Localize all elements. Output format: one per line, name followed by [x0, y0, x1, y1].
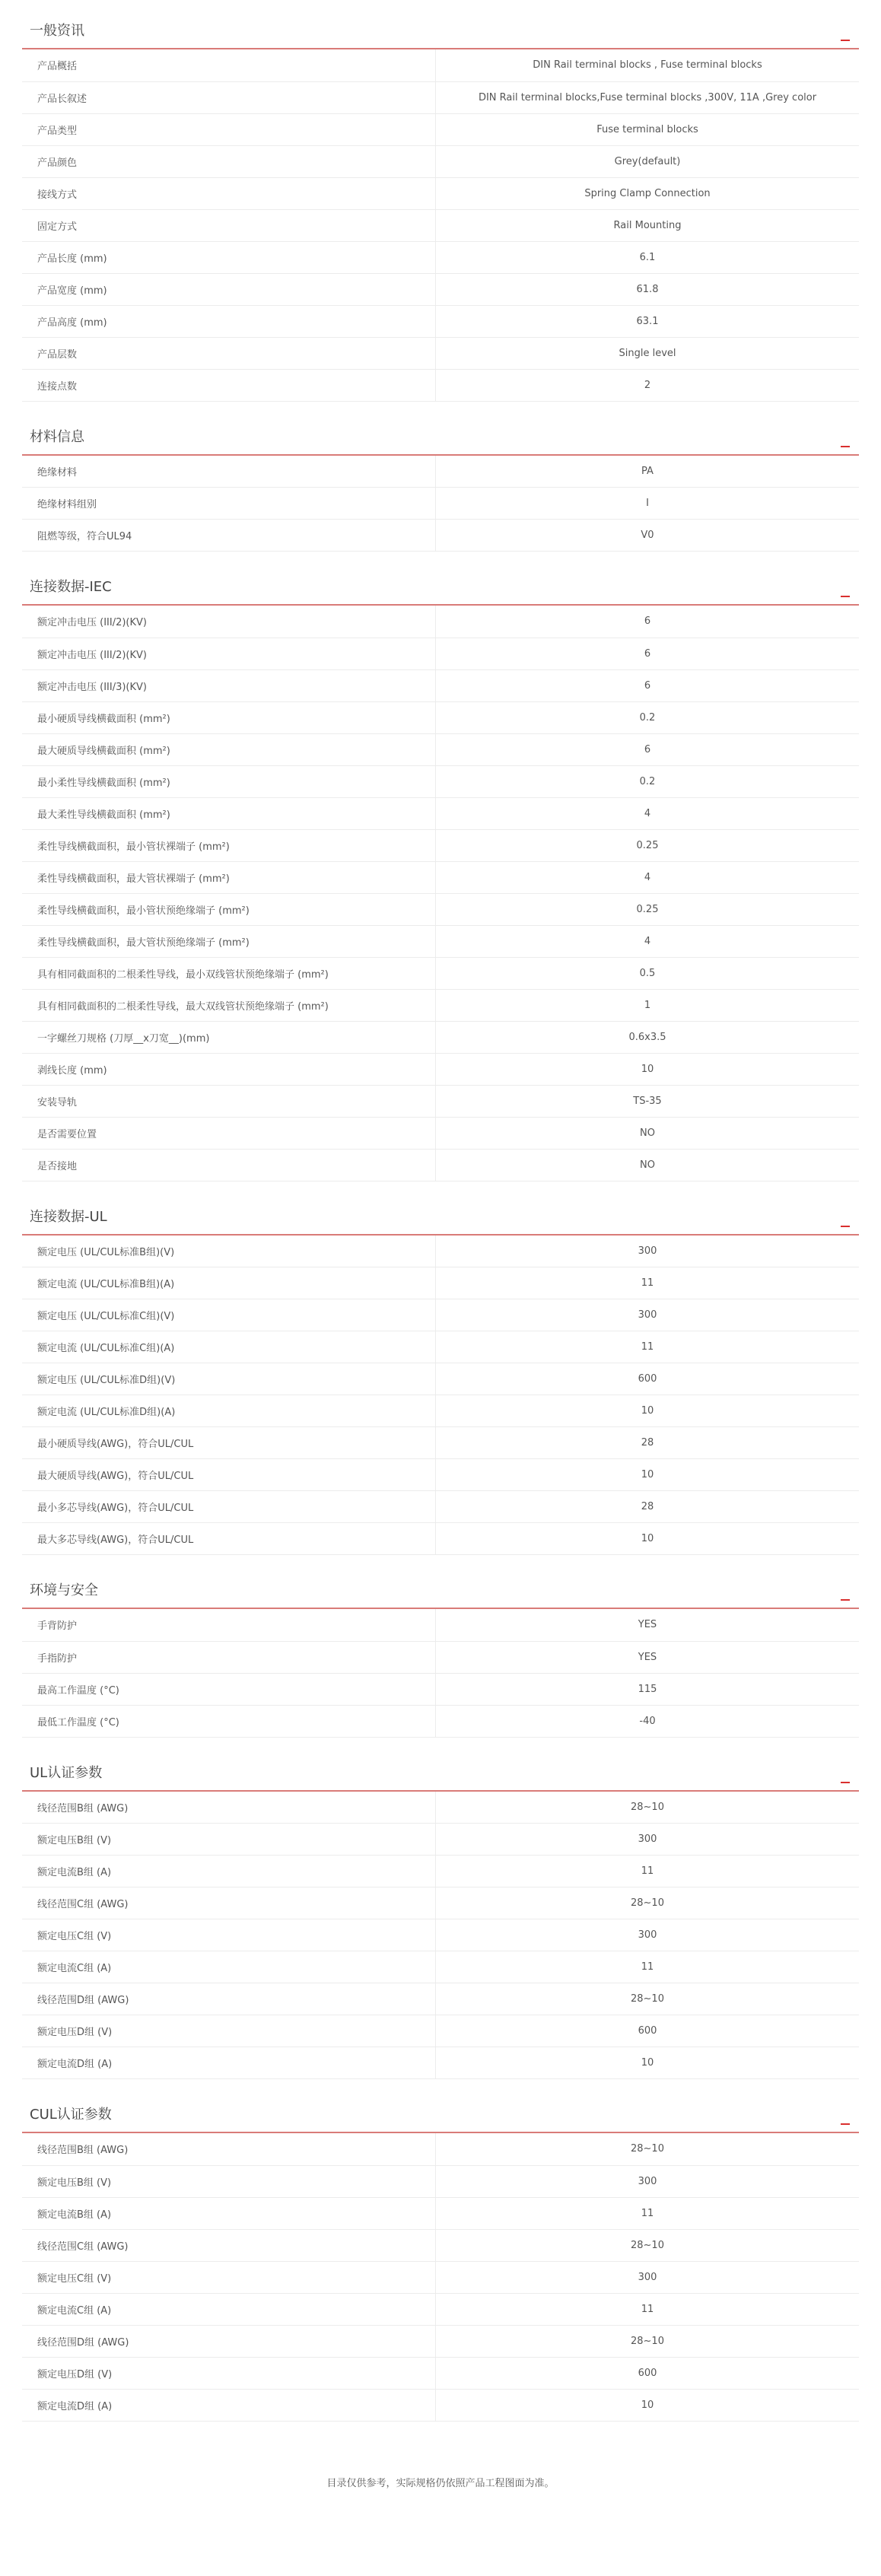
spec-label: 产品颜色: [22, 145, 436, 177]
spec-label: 额定电压D组 (V): [22, 2357, 436, 2389]
spec-label: 柔性导线横截面积，最小管状预绝缘端子 (mm²): [22, 893, 436, 925]
table-row: [22, 209, 859, 241]
spec-label: 线径范围D组 (AWG): [22, 2325, 436, 2357]
spec-value: Fuse terminal blocks: [436, 113, 860, 145]
spec-value: 300: [436, 1919, 860, 1951]
spec-value: YES: [436, 1609, 860, 1641]
table-row: [22, 1705, 859, 1737]
spec-label: 额定电流B组 (A): [22, 1856, 436, 1887]
section-title: UL认证参数: [30, 1764, 103, 1781]
spec-value: Rail Mounting: [436, 209, 860, 241]
table-row: [22, 520, 859, 552]
spec-value: 28: [436, 1491, 860, 1523]
spec-value: 10: [436, 1459, 860, 1491]
spec-value: 10: [436, 1053, 860, 1085]
spec-value: Single level: [436, 337, 860, 369]
spec-table: [22, 49, 859, 402]
spec-value: YES: [436, 1641, 860, 1673]
spec-value: 11: [436, 1267, 860, 1299]
minus-icon[interactable]: [841, 446, 850, 447]
spec-label: 线径范围D组 (AWG): [22, 1983, 436, 2015]
table-row: [22, 1983, 859, 2015]
table-row: [22, 1824, 859, 1856]
spec-value: 4: [436, 861, 860, 893]
spec-value: 28~10: [436, 1983, 860, 2015]
spec-value: 0.25: [436, 893, 860, 925]
table-row: [22, 1459, 859, 1491]
spec-label: 具有相同截面积的二根柔性导线，最小双线管状预绝缘端子 (mm²): [22, 957, 436, 989]
spec-label: 手指防护: [22, 1641, 436, 1673]
table-row: [22, 1427, 859, 1459]
spec-section: [22, 1203, 859, 1556]
table-row: [22, 1053, 859, 1085]
spec-value: 10: [436, 2389, 860, 2421]
spec-label: 绝缘材料组别: [22, 488, 436, 520]
table-row: [22, 861, 859, 893]
spec-label: 柔性导线横截面积，最小管状裸端子 (mm²): [22, 829, 436, 861]
spec-label: 阻燃等级，符合UL94: [22, 520, 436, 552]
spec-label: 最小硬质导线(AWG)，符合UL/CUL: [22, 1427, 436, 1459]
spec-table: [22, 1236, 859, 1556]
spec-label: 额定电流 (UL/CUL标准B组)(A): [22, 1267, 436, 1299]
spec-label: 线径范围C组 (AWG): [22, 1887, 436, 1919]
spec-section: [22, 17, 859, 402]
spec-label: 是否需要位置: [22, 1117, 436, 1149]
spec-label: 最大硬质导线横截面积 (mm²): [22, 733, 436, 765]
table-row: [22, 2325, 859, 2357]
spec-value: I: [436, 488, 860, 520]
spec-label: 柔性导线横截面积，最大管状裸端子 (mm²): [22, 861, 436, 893]
spec-label: 产品高度 (mm): [22, 305, 436, 337]
spec-label: 额定电流B组 (A): [22, 2197, 436, 2229]
spec-label: 产品类型: [22, 113, 436, 145]
table-row: [22, 638, 859, 669]
spec-sections: [0, 17, 881, 2422]
spec-label: 额定电流C组 (A): [22, 1951, 436, 1983]
spec-value: 63.1: [436, 305, 860, 337]
spec-label: 剥线长度 (mm): [22, 1053, 436, 1085]
spec-value: NO: [436, 1149, 860, 1181]
spec-section: [22, 573, 859, 1181]
spec-value: 600: [436, 2015, 860, 2047]
spec-value: 10: [436, 2047, 860, 2079]
spec-value: TS-35: [436, 1085, 860, 1117]
spec-value: 4: [436, 797, 860, 829]
spec-label: 额定电压B组 (V): [22, 2165, 436, 2197]
spec-value: 28~10: [436, 2325, 860, 2357]
spec-label: 手背防护: [22, 1609, 436, 1641]
spec-label: 最低工作温度 (°C): [22, 1705, 436, 1737]
table-row: [22, 2293, 859, 2325]
table-row: [22, 925, 859, 957]
spec-label: 安装导轨: [22, 1085, 436, 1117]
spec-value: 600: [436, 1363, 860, 1395]
table-row: [22, 305, 859, 337]
spec-label: 产品宽度 (mm): [22, 273, 436, 305]
table-row: [22, 81, 859, 113]
footer-note: 目录仅供参考，实际规格仍依照产品工程图面为准。: [326, 2477, 555, 2489]
spec-label: 绝缘材料: [22, 456, 436, 488]
minus-icon[interactable]: [841, 1226, 850, 1227]
minus-icon[interactable]: [841, 596, 850, 597]
spec-value: Spring Clamp Connection: [436, 177, 860, 209]
spec-label: 线径范围B组 (AWG): [22, 1792, 436, 1824]
spec-table: [22, 456, 859, 552]
spec-value: 28~10: [436, 1792, 860, 1824]
table-row: [22, 2229, 859, 2261]
table-row: [22, 1792, 859, 1824]
spec-label: 额定电压 (UL/CUL标准D组)(V): [22, 1363, 436, 1395]
spec-label: 最大柔性导线横截面积 (mm²): [22, 797, 436, 829]
table-row: [22, 1331, 859, 1363]
spec-page: [0, 17, 881, 2489]
spec-value: 61.8: [436, 273, 860, 305]
spec-value: 6.1: [436, 241, 860, 273]
table-row: [22, 733, 859, 765]
spec-label: 最小硬质导线横截面积 (mm²): [22, 701, 436, 733]
spec-label: 额定电压C组 (V): [22, 1919, 436, 1951]
spec-value: 300: [436, 2261, 860, 2293]
table-row: [22, 797, 859, 829]
table-row: [22, 1609, 859, 1641]
table-row: [22, 957, 859, 989]
spec-value: 6: [436, 733, 860, 765]
spec-label: 是否接地: [22, 1149, 436, 1181]
spec-label: 产品概括: [22, 49, 436, 81]
section-header[interactable]: [22, 423, 859, 456]
spec-table: [22, 1609, 859, 1738]
spec-value: 6: [436, 606, 860, 638]
spec-table: [22, 606, 859, 1181]
spec-label: 接线方式: [22, 177, 436, 209]
spec-label: 额定电压D组 (V): [22, 2015, 436, 2047]
section-title: 一般资讯: [30, 23, 84, 39]
section-title: 连接数据-UL: [30, 1208, 107, 1225]
spec-label: 额定电压B组 (V): [22, 1824, 436, 1856]
spec-label: 线径范围C组 (AWG): [22, 2229, 436, 2261]
table-row: [22, 113, 859, 145]
spec-value: 600: [436, 2357, 860, 2389]
table-row: [22, 701, 859, 733]
spec-value: 0.25: [436, 829, 860, 861]
table-row: [22, 1887, 859, 1919]
spec-label: 具有相同截面积的二根柔性导线，最大双线管状预绝缘端子 (mm²): [22, 989, 436, 1021]
spec-section: [22, 1759, 859, 2080]
section-header[interactable]: [22, 17, 859, 49]
spec-value: 11: [436, 2197, 860, 2229]
table-row: [22, 1267, 859, 1299]
spec-value: DIN Rail terminal blocks , Fuse terminal blocks: [436, 49, 860, 81]
spec-label: 额定电压 (UL/CUL标准B组)(V): [22, 1236, 436, 1267]
spec-table: [22, 1792, 859, 2080]
spec-value: 11: [436, 2293, 860, 2325]
spec-value: 28~10: [436, 2229, 860, 2261]
spec-label: 额定冲击电压 (III/2)(KV): [22, 638, 436, 669]
spec-label: 额定电流D组 (A): [22, 2047, 436, 2079]
spec-label: 最大多芯导线(AWG)，符合UL/CUL: [22, 1523, 436, 1555]
spec-value: 300: [436, 1236, 860, 1267]
table-row: [22, 1641, 859, 1673]
spec-value: 0.6x3.5: [436, 1021, 860, 1053]
minus-icon[interactable]: [841, 1599, 850, 1601]
table-row: [22, 1395, 859, 1427]
table-row: [22, 488, 859, 520]
table-row: [22, 2133, 859, 2165]
table-row: [22, 1149, 859, 1181]
table-row: [22, 1117, 859, 1149]
table-row: [22, 177, 859, 209]
spec-value: 11: [436, 1331, 860, 1363]
table-row: [22, 669, 859, 701]
minus-icon[interactable]: [841, 40, 850, 41]
spec-section: [22, 423, 859, 552]
spec-value: 6: [436, 638, 860, 669]
table-row: [22, 1363, 859, 1395]
spec-label: 线径范围B组 (AWG): [22, 2133, 436, 2165]
spec-label: 最小柔性导线横截面积 (mm²): [22, 765, 436, 797]
section-header[interactable]: [22, 1576, 859, 1609]
spec-section: [22, 1576, 859, 1738]
spec-label: 额定电压C组 (V): [22, 2261, 436, 2293]
section-header[interactable]: [22, 573, 859, 606]
spec-value: 115: [436, 1673, 860, 1705]
minus-icon[interactable]: [841, 2123, 850, 2125]
spec-value: 11: [436, 1951, 860, 1983]
table-row: [22, 1299, 859, 1331]
table-row: [22, 337, 859, 369]
spec-value: 10: [436, 1523, 860, 1555]
spec-value: 28~10: [436, 1887, 860, 1919]
spec-label: 柔性导线横截面积，最大管状预绝缘端子 (mm²): [22, 925, 436, 957]
spec-label: 额定电压 (UL/CUL标准C组)(V): [22, 1299, 436, 1331]
spec-value: DIN Rail terminal blocks,Fuse terminal blocks ,300V, 11A ,Grey color: [436, 81, 860, 113]
spec-value: 1: [436, 989, 860, 1021]
spec-label: 最小多芯导线(AWG)，符合UL/CUL: [22, 1491, 436, 1523]
section-header[interactable]: [22, 1203, 859, 1236]
table-row: [22, 2357, 859, 2389]
spec-value: 6: [436, 669, 860, 701]
table-row: [22, 2261, 859, 2293]
section-title: 连接数据-IEC: [30, 579, 112, 595]
section-title: CUL认证参数: [30, 2107, 112, 2123]
spec-label: 产品长叙述: [22, 81, 436, 113]
section-header[interactable]: [22, 1759, 859, 1792]
section-title: 环境与安全: [30, 1582, 98, 1598]
spec-label: 固定方式: [22, 209, 436, 241]
table-row: [22, 145, 859, 177]
spec-value: NO: [436, 1117, 860, 1149]
spec-value: 300: [436, 1299, 860, 1331]
table-row: [22, 2165, 859, 2197]
table-row: [22, 1021, 859, 1053]
table-row: [22, 2015, 859, 2047]
table-row: [22, 369, 859, 401]
spec-value: 0.2: [436, 701, 860, 733]
spec-value: 0.5: [436, 957, 860, 989]
spec-label: 一字螺丝刀规格 (刀厚__x刀宽__)(mm): [22, 1021, 436, 1053]
spec-label: 连接点数: [22, 369, 436, 401]
spec-value: 0.2: [436, 765, 860, 797]
spec-value: 2: [436, 369, 860, 401]
spec-label: 产品长度 (mm): [22, 241, 436, 273]
spec-value: Grey(default): [436, 145, 860, 177]
spec-value: V0: [436, 520, 860, 552]
section-title: 材料信息: [30, 428, 84, 445]
spec-value: 28: [436, 1427, 860, 1459]
spec-value: 28~10: [436, 2133, 860, 2165]
spec-section: [22, 2101, 859, 2422]
spec-label: 额定冲击电压 (III/2)(KV): [22, 606, 436, 638]
table-row: [22, 1856, 859, 1887]
spec-label: 额定冲击电压 (III/3)(KV): [22, 669, 436, 701]
table-row: [22, 2047, 859, 2079]
spec-value: 300: [436, 1824, 860, 1856]
spec-value: 4: [436, 925, 860, 957]
table-row: [22, 1236, 859, 1267]
table-row: [22, 2197, 859, 2229]
table-row: [22, 273, 859, 305]
spec-table: [22, 2133, 859, 2422]
table-row: [22, 989, 859, 1021]
table-row: [22, 2389, 859, 2421]
spec-label: 最大硬质导线(AWG)，符合UL/CUL: [22, 1459, 436, 1491]
table-row: [22, 1951, 859, 1983]
table-row: [22, 606, 859, 638]
table-row: [22, 829, 859, 861]
spec-value: -40: [436, 1705, 860, 1737]
table-row: [22, 49, 859, 81]
spec-value: 300: [436, 2165, 860, 2197]
table-row: [22, 1919, 859, 1951]
table-row: [22, 1085, 859, 1117]
spec-value: 10: [436, 1395, 860, 1427]
section-header[interactable]: [22, 2101, 859, 2133]
table-row: [22, 1491, 859, 1523]
minus-icon[interactable]: [841, 1782, 850, 1783]
spec-label: 产品层数: [22, 337, 436, 369]
spec-label: 额定电流C组 (A): [22, 2293, 436, 2325]
spec-label: 最高工作温度 (°C): [22, 1673, 436, 1705]
table-row: [22, 456, 859, 488]
spec-value: PA: [436, 456, 860, 488]
table-row: [22, 893, 859, 925]
spec-label: 额定电流D组 (A): [22, 2389, 436, 2421]
table-row: [22, 765, 859, 797]
spec-label: 额定电流 (UL/CUL标准D组)(A): [22, 1395, 436, 1427]
table-row: [22, 1673, 859, 1705]
table-row: [22, 1523, 859, 1555]
table-row: [22, 241, 859, 273]
spec-label: 额定电流 (UL/CUL标准C组)(A): [22, 1331, 436, 1363]
spec-value: 11: [436, 1856, 860, 1887]
